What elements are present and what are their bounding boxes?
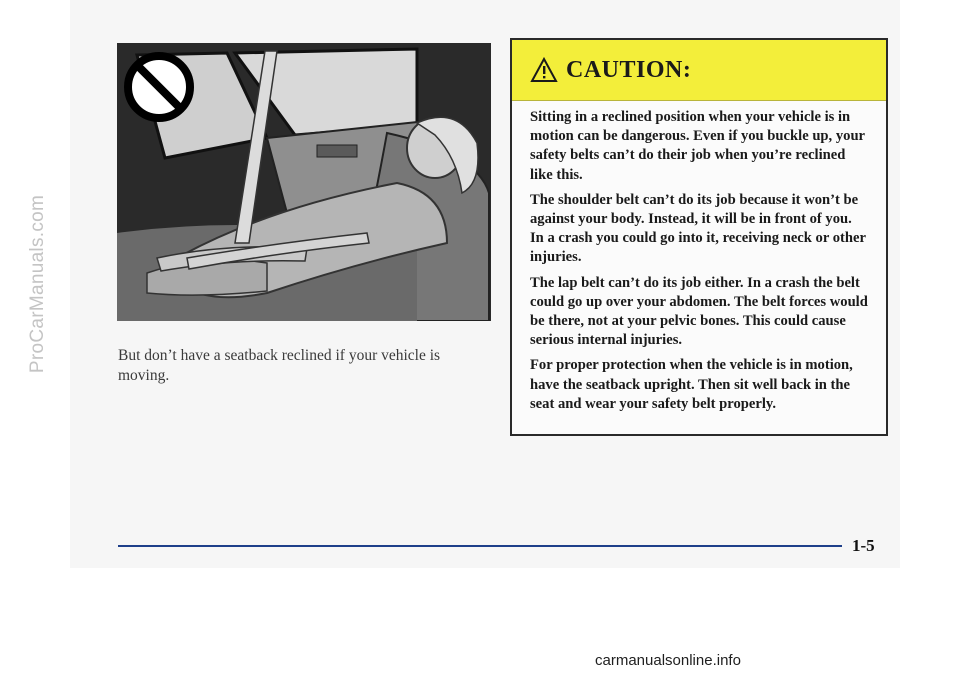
caution-paragraph: Sitting in a reclined position when your vehicle is in motion can be dangerous. Even if you buckle up, your safety belts can’t do their job when you’re reclined like this. xyxy=(530,109,865,183)
warning-triangle-icon xyxy=(530,57,558,83)
caution-paragraph: The lap belt can’t do its job either. In a crash the belt could go up over your abdomen. The belt forces would be there, not at your pelvic bones. This could cause serious internal injuries. xyxy=(530,274,868,349)
reclined-passenger-illustration xyxy=(117,43,491,321)
caution-header xyxy=(512,40,886,101)
caution-body xyxy=(512,101,886,414)
caution-box xyxy=(510,38,888,436)
footer-rule xyxy=(118,545,842,547)
illustration-drawing xyxy=(117,43,491,321)
caution-paragraph: The shoulder belt can’t do its job because it won’t be against your body. Instead, it will be in front of you. In a crash you could go into it, receiving neck or other injuries. xyxy=(530,191,866,266)
caution-title: CAUTION: xyxy=(566,56,692,83)
page-number: 1-5 xyxy=(852,536,875,555)
bottom-watermark: carmanualsonline.info xyxy=(595,652,741,669)
side-watermark xyxy=(18,0,58,568)
side-watermark-text: ProCarManuals.com xyxy=(27,194,48,374)
illustration-caption: But don’t have a seatback reclined if your vehicle is moving. xyxy=(118,347,441,384)
caution-paragraph: For proper protection when the vehicle is in motion, have the seatback upright. Then sit well back in the seat and wear your safety belt properly. xyxy=(530,357,853,412)
